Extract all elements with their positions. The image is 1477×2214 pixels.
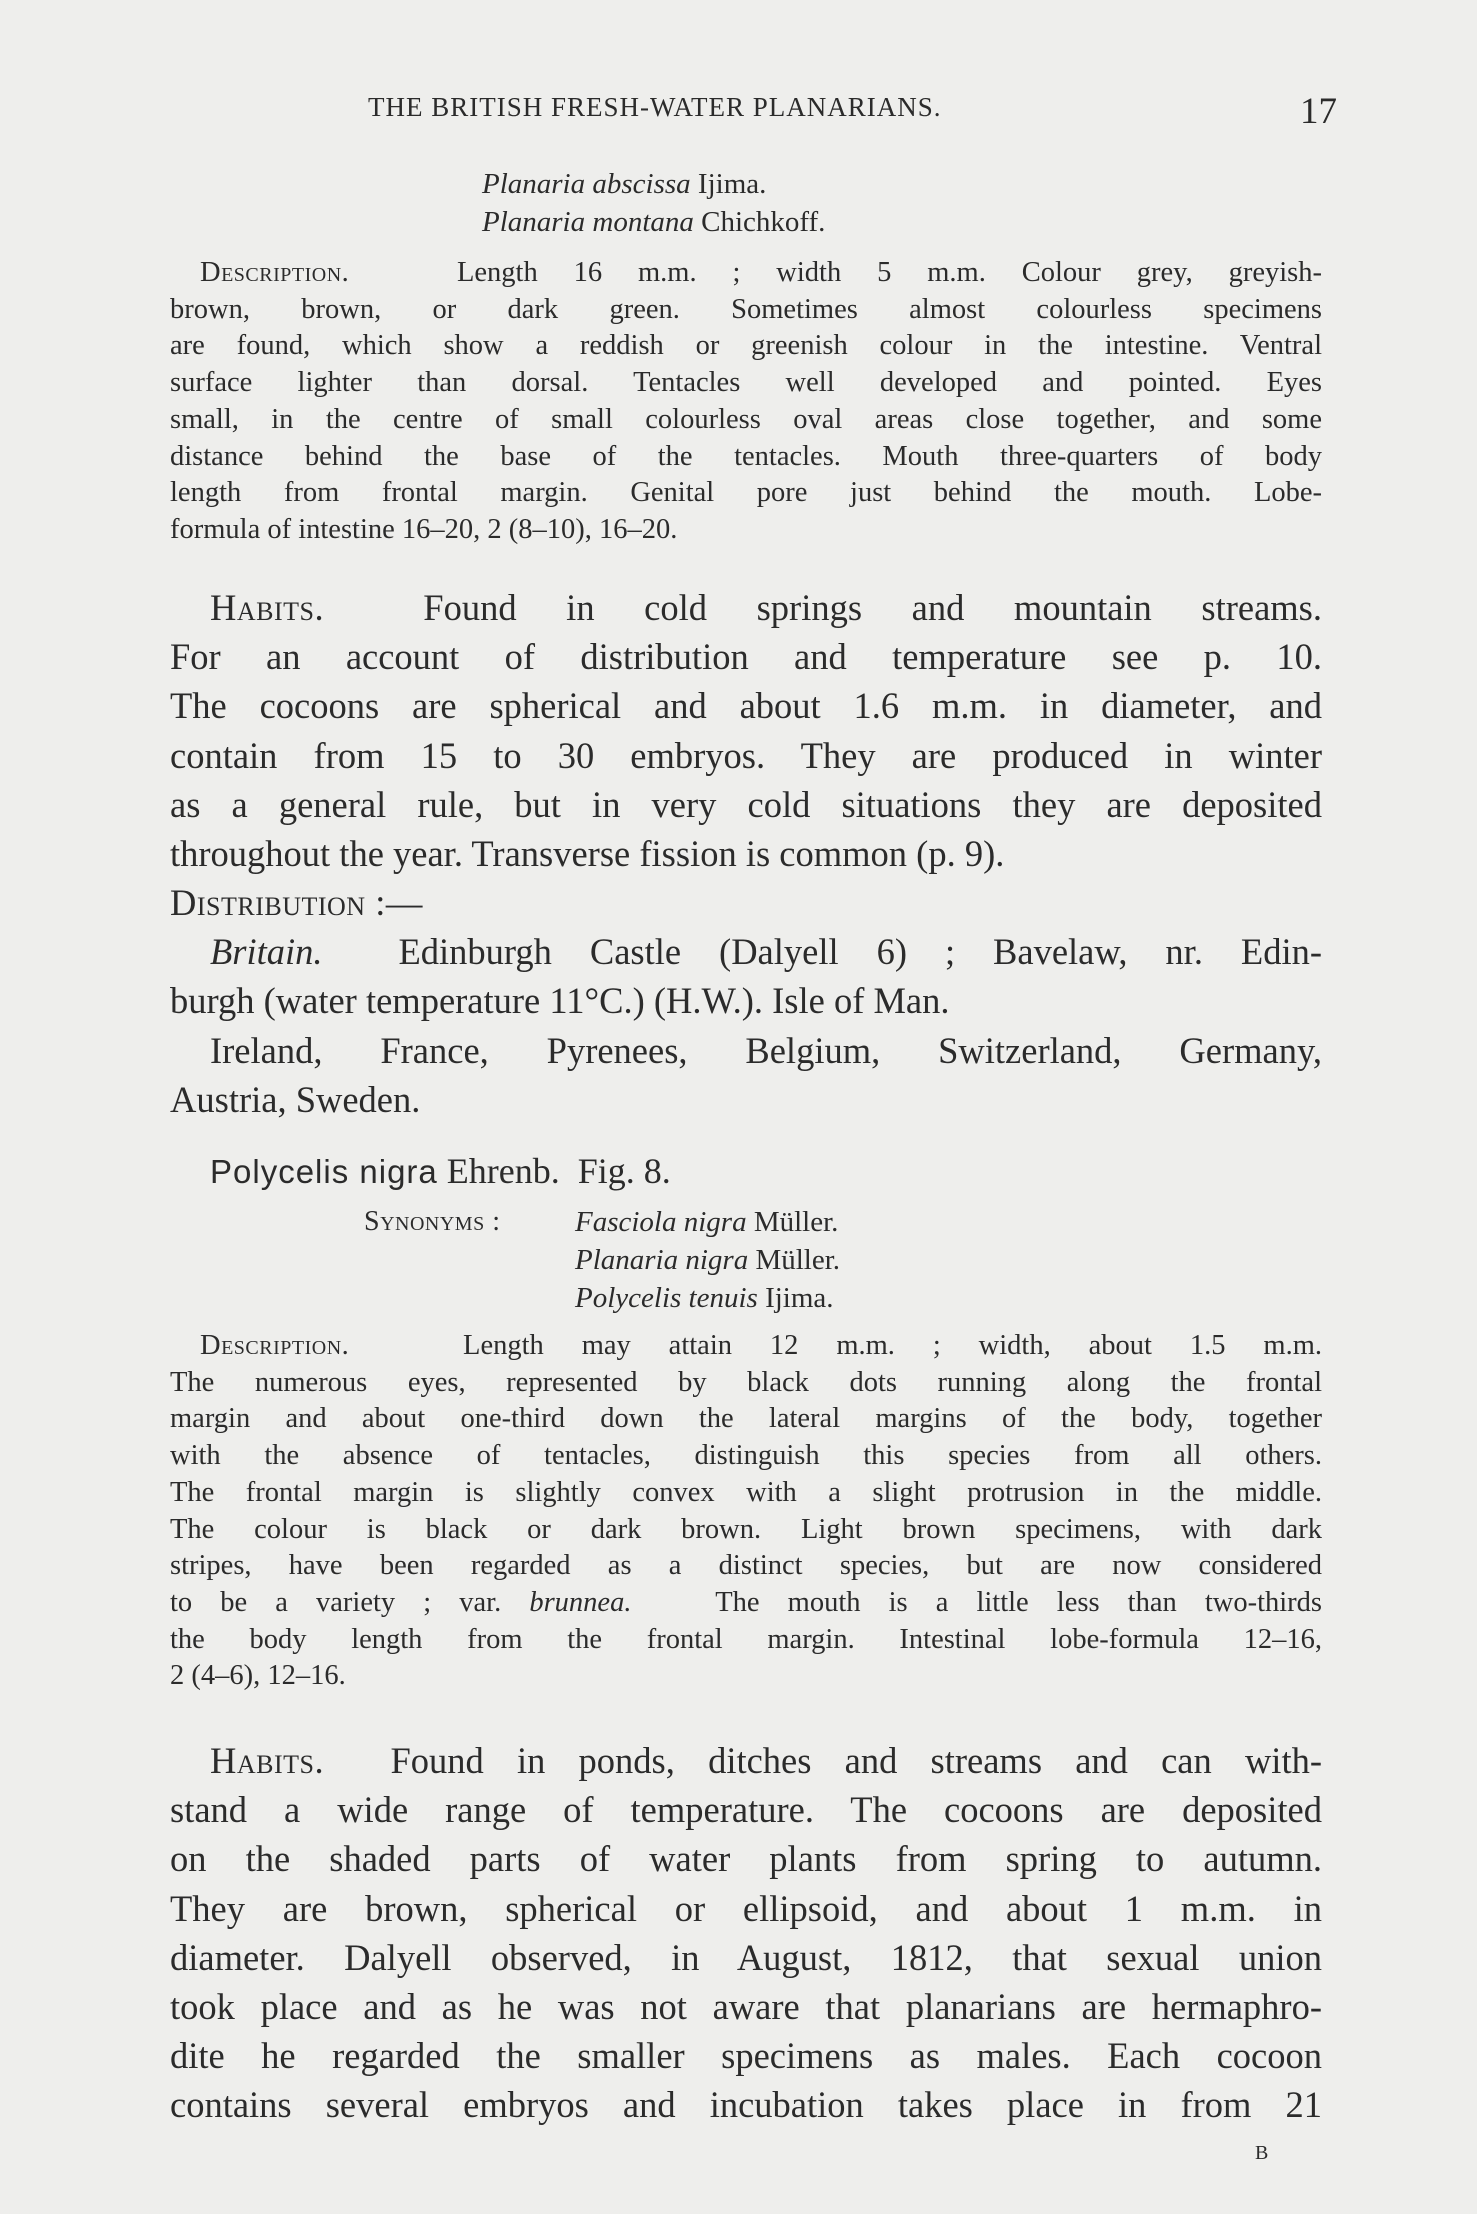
species-name: Polycelis nigra bbox=[210, 1153, 438, 1190]
text-line: stand a wide range of temperature. The cocoons are deposited bbox=[170, 1789, 1322, 1831]
running-title: THE BRITISH FRESH-WATER PLANARIANS. bbox=[368, 92, 942, 122]
text-line: Ireland, France, Pyrenees, Belgium, Switzerland, Germany, bbox=[210, 1029, 1322, 1071]
species-heading bbox=[210, 1150, 671, 1192]
variety-name: brunnea. bbox=[529, 1586, 632, 1618]
text-line: Description. Length 16 m.m. ; width 5 m.m. Colour grey, greyish- bbox=[200, 257, 1322, 288]
text-line: Austria, Sweden. bbox=[170, 1078, 421, 1120]
text-line: burgh (water temperature 11°C.) (H.W.). Isle of Man. bbox=[170, 980, 950, 1022]
habits-paragraph bbox=[170, 583, 1322, 878]
synonym-line: Planaria montana Chichkoff. bbox=[482, 206, 826, 238]
text-line: throughout the year. Transverse fission is common (p. 9). bbox=[170, 833, 1005, 875]
text-line: The frontal margin is slightly convex with a slight protrusion in the middle. bbox=[170, 1476, 1322, 1508]
text-line: The cocoons are spherical and about 1.6 m.m. in diameter, and bbox=[170, 685, 1322, 727]
synonym-line: Fasciola nigra Müller. bbox=[575, 1206, 839, 1238]
text-line: distance behind the base of the tentacles. Mouth three-quarters of body bbox=[170, 440, 1322, 472]
text-line: on the shaded parts of water plants from spring to autumn. bbox=[170, 1838, 1322, 1880]
description-paragraph bbox=[170, 1328, 1322, 1695]
text-line: The numerous eyes, represented by black dots running along the frontal bbox=[170, 1366, 1322, 1398]
species-author: Ehrenb. bbox=[446, 1151, 560, 1191]
text-line: the body length from the frontal margin. Intestinal lobe-formula 12–16, bbox=[170, 1623, 1322, 1655]
synonym-line: Polycelis tenuis Ijima. bbox=[575, 1282, 834, 1314]
text-line: diameter. Dalyell observed, in August, 1812, that sexual union bbox=[170, 1936, 1322, 1978]
text-line: Description. Length may attain 12 m.m. ; width, about 1.5 m.m. bbox=[200, 1330, 1322, 1361]
text-line: are found, which show a reddish or greenish colour in the intestine. Ventral bbox=[170, 330, 1322, 362]
text-line: with the absence of tentacles, distinguish this species from all others. bbox=[170, 1440, 1322, 1472]
page-number: 17 bbox=[1300, 91, 1337, 132]
text-line: margin and about one-third down the lateral margins of the body, together bbox=[170, 1403, 1322, 1435]
text-line: The colour is black or dark brown. Light brown specimens, with dark bbox=[170, 1513, 1322, 1545]
text-line: as a general rule, but in very cold situations they are deposited bbox=[170, 783, 1322, 825]
text-line: Britain. Edinburgh Castle (Dalyell 6) ; Bavelaw, nr. Edin- bbox=[210, 931, 1322, 973]
section-label: Distribution :— bbox=[170, 882, 423, 923]
signature-mark: B bbox=[1255, 2142, 1270, 2164]
text-line: Habits. Found in ponds, ditches and streams and can with- bbox=[210, 1740, 1322, 1781]
synonym-line: Planaria abscissa Ijima. bbox=[482, 168, 767, 200]
text-line: Habits. Found in cold springs and mountain streams. bbox=[210, 587, 1323, 628]
figure-reference: Fig. 8. bbox=[577, 1151, 671, 1191]
description-paragraph bbox=[170, 255, 1322, 549]
text-line: small, in the centre of small colourless oval areas close together, and some bbox=[170, 403, 1322, 435]
region-label: Britain. bbox=[210, 931, 323, 973]
habits-paragraph bbox=[170, 1736, 1322, 2130]
text-line: stripes, have been regarded as a distinct species, but are now considered bbox=[170, 1550, 1322, 1582]
section-label: Description. bbox=[200, 1330, 350, 1361]
section-label: Description. bbox=[200, 257, 350, 288]
text-line: For an account of distribution and temperature see p. 10. bbox=[170, 636, 1322, 678]
synonym-line: Planaria nigra Müller. bbox=[575, 1244, 841, 1276]
text-line: to be a variety ; var. brunnea. The mouth is a little less than two-thirds bbox=[170, 1586, 1322, 1618]
text-line: 2 (4–6), 12–16. bbox=[170, 1660, 346, 1692]
synonyms-label: Synonyms : bbox=[364, 1206, 501, 1237]
text-line: surface lighter than dorsal. Tentacles well developed and pointed. Eyes bbox=[170, 367, 1322, 399]
running-head bbox=[0, 92, 1477, 132]
text-line: They are brown, spherical or ellipsoid, and about 1 m.m. in bbox=[170, 1887, 1322, 1929]
text-line: contain from 15 to 30 embryos. They are produced in winter bbox=[170, 734, 1322, 776]
section-label: Habits. bbox=[210, 1740, 325, 1781]
text-line: length from frontal margin. Genital pore just behind the mouth. Lobe- bbox=[170, 477, 1322, 509]
text-line: took place and as he was not aware that planarians are hermaphro- bbox=[170, 1986, 1322, 2028]
distribution-paragraph bbox=[170, 878, 1322, 1124]
text-line: brown, brown, or dark green. Sometimes almost colourless specimens bbox=[170, 293, 1322, 325]
section-label: Habits. bbox=[210, 587, 325, 628]
text-line: contains several embryos and incubation takes place in from 21 bbox=[170, 2084, 1322, 2126]
text-line: dite he regarded the smaller specimens as males. Each cocoon bbox=[170, 2035, 1322, 2077]
text-line: formula of intestine 16–20, 2 (8–10), 16–20. bbox=[170, 513, 678, 545]
